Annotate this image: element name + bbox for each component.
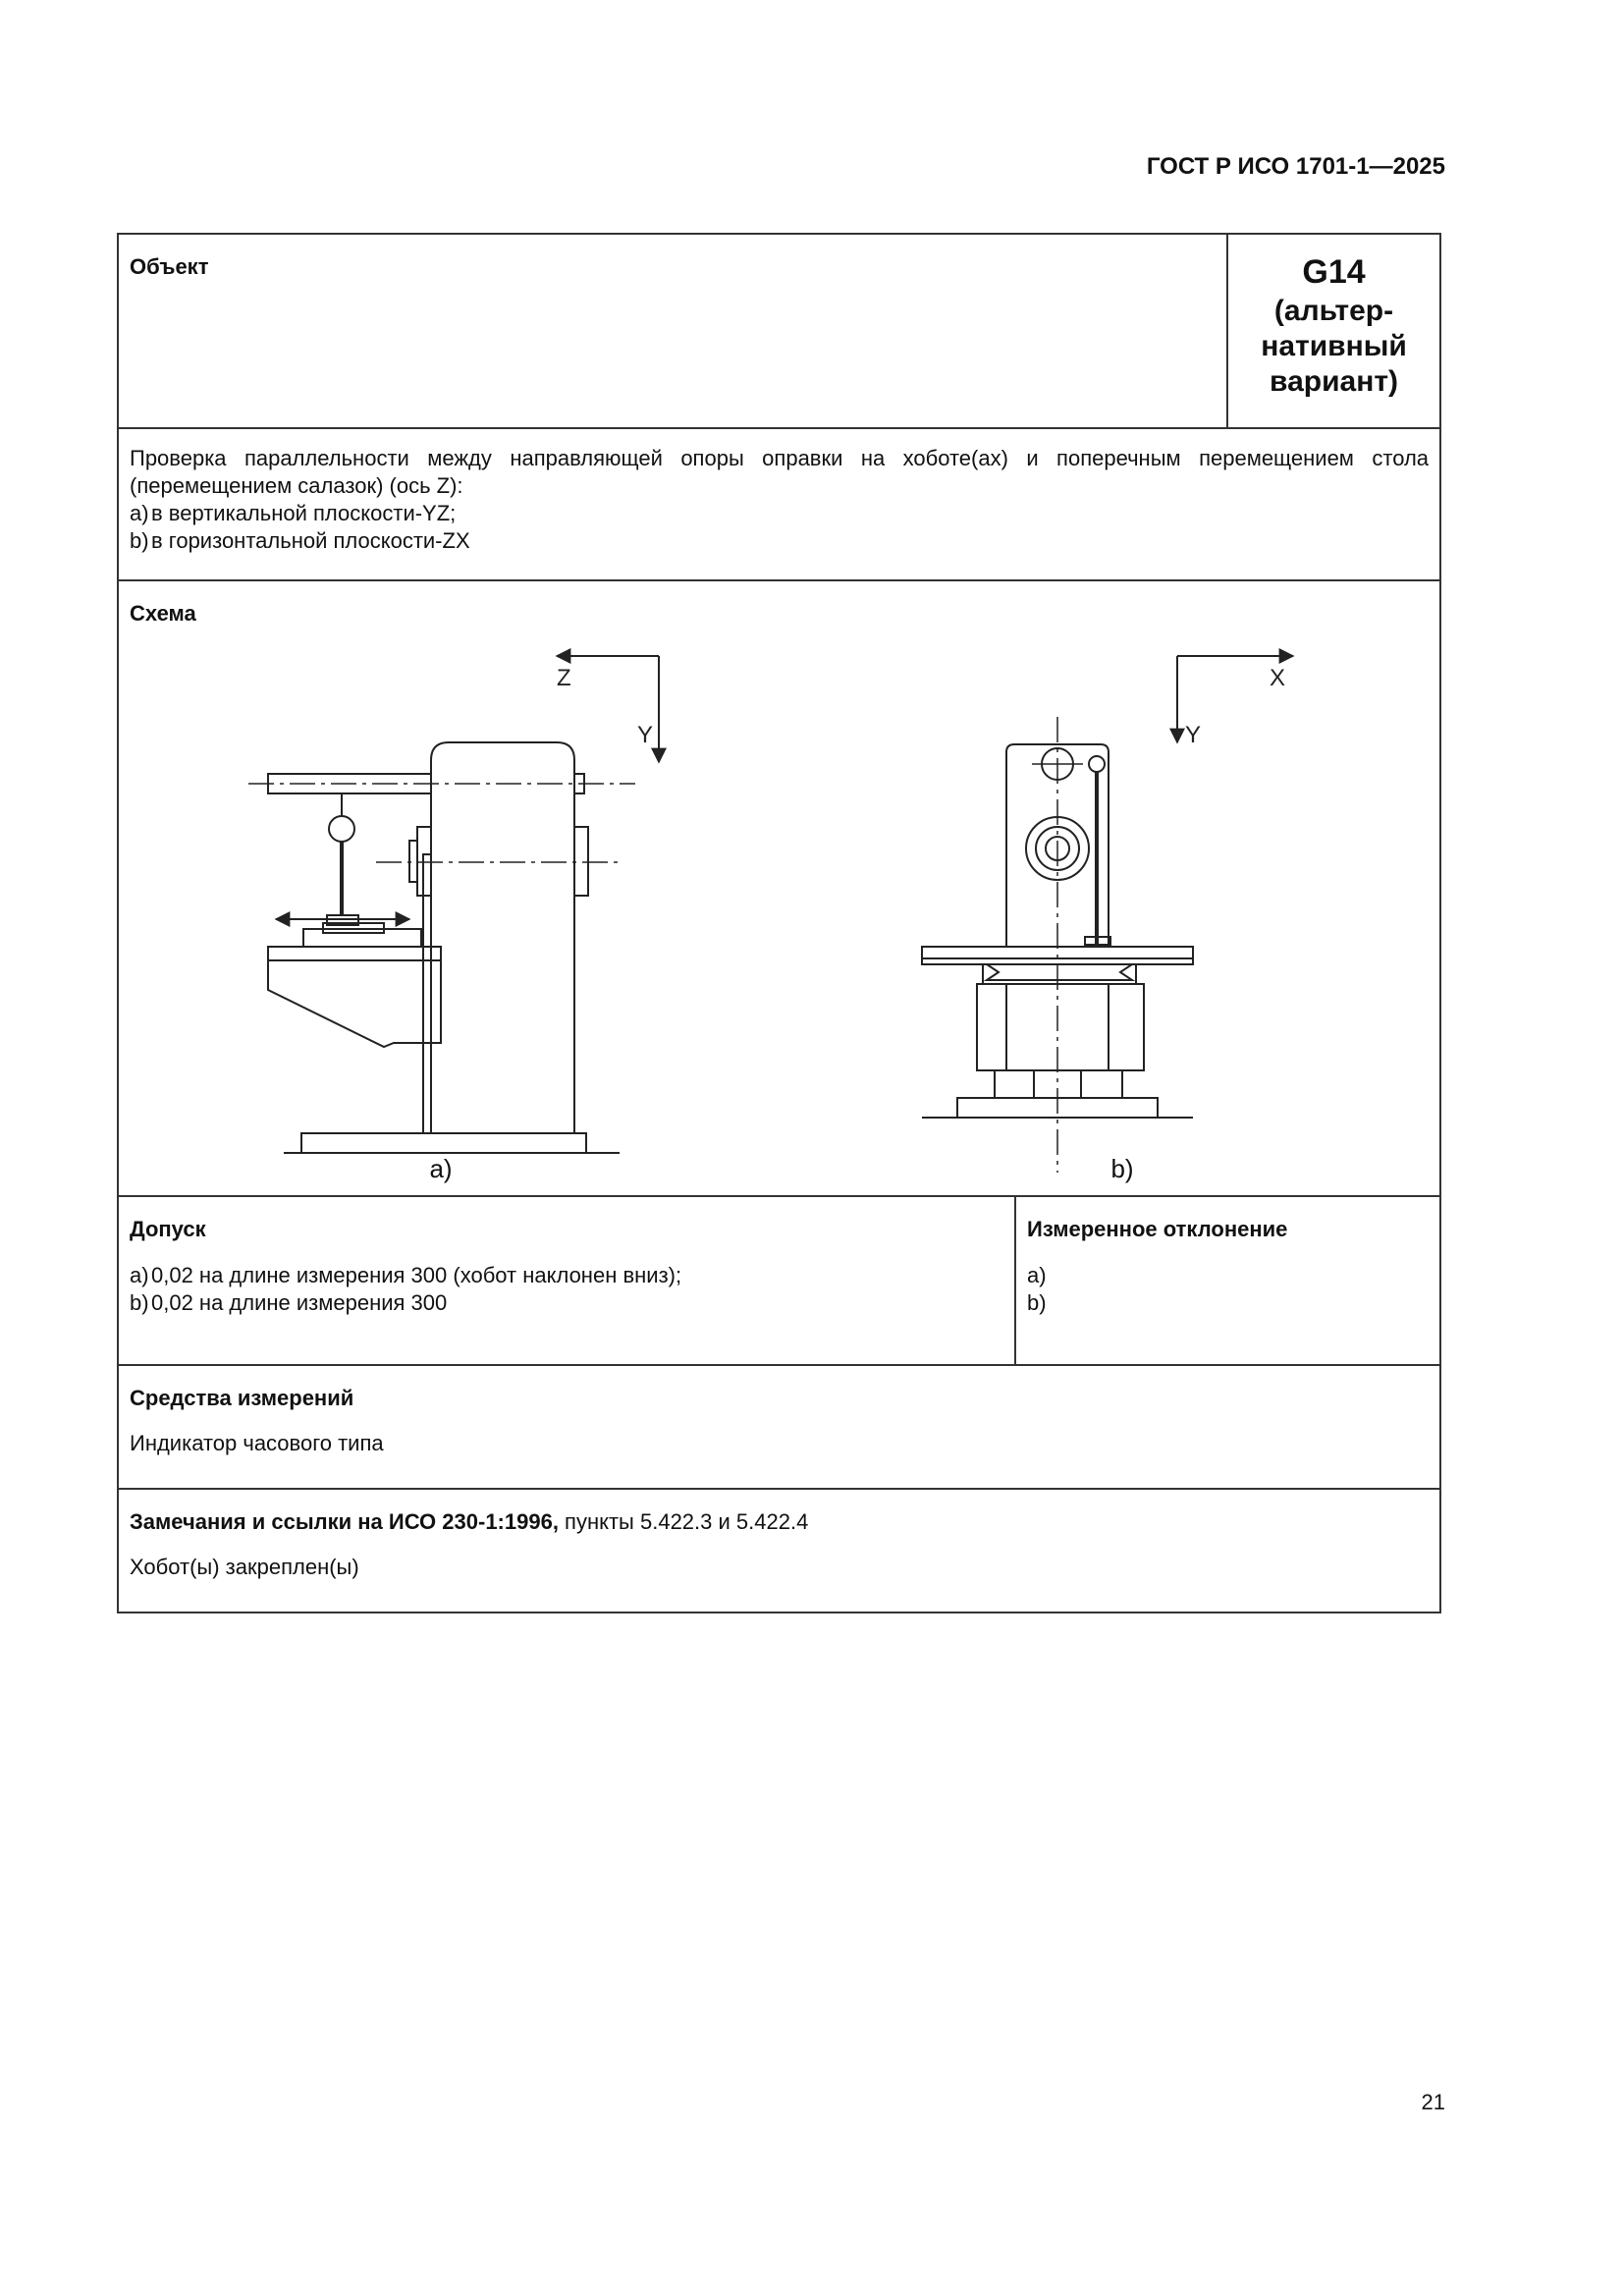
tolerance-item-a: a) 0,02 на длине измерения 300 (хобот наклонен вниз); — [130, 1263, 682, 1287]
measured-item-a: a) — [1027, 1263, 1047, 1287]
remarks-value: Хобот(ы) закреплен(ы) — [130, 1555, 359, 1579]
test-id-cell — [1227, 234, 1440, 428]
remarks-reference: пункты 5.422.3 и 5.422.4 — [558, 1509, 809, 1534]
axis-x-label: X — [1270, 665, 1286, 691]
dial-indicator — [329, 816, 354, 842]
measured-label: Измеренное отклонение — [1027, 1217, 1288, 1241]
document-header: ГОСТ Р ИСО 1701-1—2025 — [1146, 153, 1445, 180]
measured-cell — [1015, 1196, 1440, 1365]
description-item-a: a) в вертикальной плоскости-YZ; — [130, 501, 457, 525]
instruments-value: Индикатор часового типа — [130, 1431, 384, 1455]
axis-y-label-a: Y — [637, 722, 654, 748]
scheme-label: Схема — [130, 601, 196, 626]
machine-base — [301, 1133, 586, 1153]
object-label-cell — [118, 234, 1227, 428]
tolerance-item-b: b) 0,02 на длине измерения 300 — [130, 1290, 448, 1315]
variant-line-3: вариант) — [1270, 365, 1399, 398]
instruments-cell — [118, 1365, 1440, 1489]
machine-column — [431, 742, 574, 1133]
remarks-cell — [118, 1489, 1440, 1613]
figure-a-caption: a) — [429, 1154, 453, 1183]
tolerance-cell — [118, 1196, 1015, 1365]
work-table — [303, 929, 421, 947]
figure-b-caption: b) — [1110, 1154, 1134, 1183]
figure-b-machine-front-view — [922, 656, 1293, 1173]
dovetail — [987, 964, 1132, 980]
remarks-heading — [130, 1509, 1430, 1535]
test-card-table — [117, 233, 1441, 1613]
measured-item-b: b) — [1027, 1290, 1047, 1315]
axis-z-label: Z — [557, 665, 571, 691]
description-item-b: b) в горизонтальной плоскости-ZX — [130, 528, 470, 553]
remarks-label: Замечания и ссылки на ИСО 230-1:1996, — [130, 1509, 559, 1534]
variant-line-1: (альтер- — [1273, 295, 1394, 327]
test-id: G14 — [1302, 253, 1366, 291]
dial-indicator-b — [1089, 756, 1105, 772]
tolerance-label: Допуск — [130, 1217, 206, 1241]
axis-y-label-b: Y — [1185, 722, 1202, 748]
object-description: Проверка параллельности между направляющей опоры оправки на хоботе(ах) и поперечным перемещением стола (перемещением салазок) (ось Z): — [130, 446, 1430, 498]
figure-a-machine-side-view — [248, 656, 659, 1153]
scheme-figures — [119, 627, 1437, 1186]
knee — [268, 960, 441, 1047]
knee-front — [977, 984, 1144, 1070]
variant-line-2: нативный — [1261, 330, 1407, 362]
description-cell — [118, 428, 1440, 580]
scheme-cell — [118, 580, 1440, 1196]
object-label: Объект — [130, 254, 209, 279]
page-number: 21 — [1421, 2090, 1445, 2114]
instruments-label: Средства измерений — [130, 1386, 354, 1410]
